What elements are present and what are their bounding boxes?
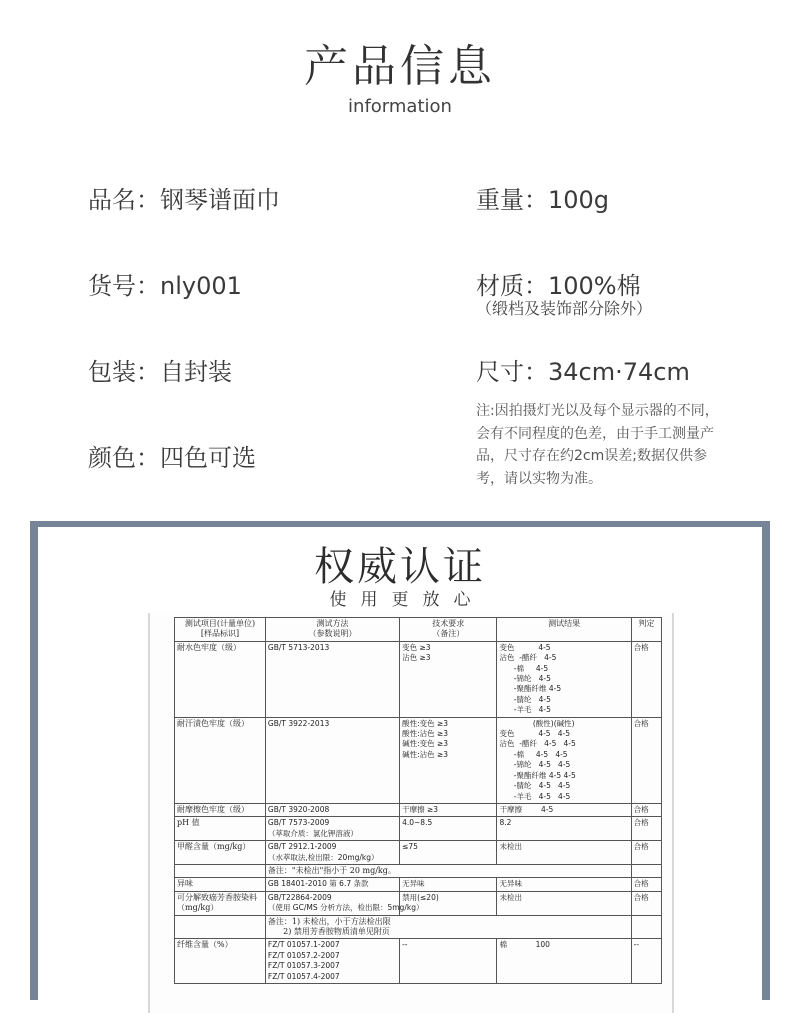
table-cell-method: GB/T 3920-2008 xyxy=(265,803,399,816)
certification-title: 权威认证 xyxy=(314,544,486,590)
product-weight-label: 重量： xyxy=(476,186,548,214)
table-cell-verdict: 合格 xyxy=(631,878,661,891)
test-report-document xyxy=(148,613,674,1013)
table-cell-result: (酸性)(碱性) 变色 4-5 4-5 沾色 -醋纤 4-5 4-5 -棉 4-5 4-5 -锦纶 4-5 4-5 -聚酯纤维 4-5 4-5 -腈纶 4-5 4-5 -羊毛 4-5 4-5 xyxy=(497,717,631,803)
table-cell-item: 耐汗渍色牢度（级） xyxy=(175,717,266,803)
table-cell-verdict: 合格 xyxy=(631,841,661,865)
table-cell-item: 甲醛含量（mg/kg） xyxy=(175,841,266,865)
table-cell-verdict: 合格 xyxy=(631,817,661,841)
measurement-note: 注:因拍摄灯光以及每个显示器的不同，会有不同程度的色差，由于手工测量产品，尺寸存在约2cm误差;数据仅供参考，请以实物为准。 xyxy=(476,403,719,487)
table-cell-verdict: 合格 xyxy=(631,641,661,717)
table-cell-verdict: -- xyxy=(631,939,661,984)
product-package-row xyxy=(88,352,232,387)
product-size-value: 34cm·74cm xyxy=(548,358,690,386)
table-note-cell: 备注：1) 未检出，小于方法检出限 2) 禁用芳香胺物质清单见附页 xyxy=(265,915,631,939)
table-cell-result: 未检出 xyxy=(497,891,631,915)
certification-subtitle: 使用更放心 xyxy=(329,590,485,610)
table-row xyxy=(175,817,662,841)
page-subtitle: information xyxy=(348,96,452,117)
product-color-row xyxy=(88,438,256,473)
table-cell-result: 干摩擦 4-5 xyxy=(497,803,631,816)
table-row xyxy=(175,878,662,891)
product-weight-row xyxy=(476,180,609,215)
table-cell xyxy=(175,864,266,877)
product-size-row xyxy=(476,352,690,387)
product-name-row xyxy=(88,180,280,215)
table-row xyxy=(175,841,662,865)
product-color-value: 四色可选 xyxy=(160,444,256,472)
table-cell-item: pH 值 xyxy=(175,817,266,841)
table-row xyxy=(175,803,662,816)
table-cell-req: ≤75 xyxy=(400,841,497,865)
table-note-cell: 备注："未检出"指小于 20 mg/kg。 xyxy=(265,864,631,877)
table-cell-method: GB/T 2912.1-2009 （水萃取法,检出限：20mg/kg） xyxy=(265,841,399,865)
table-cell-method: GB/T 5713-2013 xyxy=(265,641,399,717)
product-material-label: 材质： xyxy=(476,272,548,300)
table-header-cell: 技术要求 （备注） xyxy=(400,618,497,642)
table-row xyxy=(175,915,662,939)
table-cell-verdict: 合格 xyxy=(631,891,661,915)
table-cell-req: 无异味 xyxy=(400,878,497,891)
table-cell-method: GB 18401-2010 第 6.7 条款 xyxy=(265,878,399,891)
table-cell-req: 4.0~8.5 xyxy=(400,817,497,841)
table-cell xyxy=(631,864,661,877)
product-size-label: 尺寸： xyxy=(476,358,548,386)
table-row xyxy=(175,864,662,877)
table-cell-item: 纤维含量（%） xyxy=(175,939,266,984)
product-color-label: 颜色： xyxy=(88,444,160,472)
table-cell-item: 可分解致癌芳香胺染料（mg/kg） xyxy=(175,891,266,915)
table-cell-method: FZ/T 01057.1-2007 FZ/T 01057.2-2007 FZ/T 01057.3-2007 FZ/T 01057.4-2007 xyxy=(265,939,399,984)
table-cell xyxy=(631,915,661,939)
product-sku-value: nly001 xyxy=(160,272,242,300)
table-cell-method: GB/T22864-2009 （使用 GC/MS 分析方法，检出限：5mg/kg） xyxy=(265,891,399,915)
table-row xyxy=(175,717,662,803)
product-weight-value: 100g xyxy=(548,186,610,214)
table-cell xyxy=(175,915,266,939)
table-row xyxy=(175,939,662,984)
table-cell-item: 异味 xyxy=(175,878,266,891)
test-report-body xyxy=(175,641,662,983)
table-cell-req: 酸性:变色 ≥3 酸性:沾色 ≥3 碱性:变色 ≥3 碱性:沾色 ≥3 xyxy=(400,717,497,803)
table-cell-result: 未检出 xyxy=(497,841,631,865)
table-cell-result: 8.2 xyxy=(497,817,631,841)
table-row xyxy=(175,891,662,915)
certification-card xyxy=(38,527,762,1000)
table-cell-req: 干摩擦 ≥3 xyxy=(400,803,497,816)
page-title: 产品信息 xyxy=(304,41,496,92)
product-sku-label: 货号： xyxy=(88,272,160,300)
product-material-note: （缎档及装饰部分除外） xyxy=(476,299,653,318)
table-cell-verdict: 合格 xyxy=(631,717,661,803)
table-cell-result: 无异味 xyxy=(497,878,631,891)
table-header-cell: 测试方法 （参数说明） xyxy=(265,618,399,642)
table-header-cell: 测试项目(计量单位) [样品标识] xyxy=(175,618,266,642)
table-header-row xyxy=(175,618,662,642)
certification-panel xyxy=(30,521,770,1000)
table-cell-result: 变色 4-5 沾色 -醋纤 4-5 -棉 4-5 -锦纶 4-5 -聚酯纤维 4-5 -腈纶 4-5 -羊毛 4-5 xyxy=(497,641,631,717)
table-header-cell: 判定 xyxy=(631,618,661,642)
table-cell-item: 耐水色牢度（级） xyxy=(175,641,266,717)
table-cell-method: GB/T 3922-2013 xyxy=(265,717,399,803)
table-cell-req: 禁用(≤20) xyxy=(400,891,497,915)
table-cell-item: 耐摩擦色牢度（级） xyxy=(175,803,266,816)
table-row xyxy=(175,641,662,717)
table-cell-verdict: 合格 xyxy=(631,803,661,816)
product-package-value: 自封装 xyxy=(160,358,232,386)
test-report-table xyxy=(174,617,662,984)
table-cell-method: GB/T 7573-2009 （萃取介质：氯化钾溶液） xyxy=(265,817,399,841)
table-header-cell: 测试结果 xyxy=(497,618,631,642)
table-cell-req: -- xyxy=(400,939,497,984)
table-cell-req: 变色 ≥3 沾色 ≥3 xyxy=(400,641,497,717)
product-name-value: 钢琴谱面巾 xyxy=(160,186,280,214)
product-package-label: 包装： xyxy=(88,358,160,386)
product-material-value: 100%棉 xyxy=(548,272,641,300)
product-name-label: 品名： xyxy=(88,186,160,214)
product-sku-row xyxy=(88,266,242,301)
table-cell-result: 棉 100 xyxy=(497,939,631,984)
